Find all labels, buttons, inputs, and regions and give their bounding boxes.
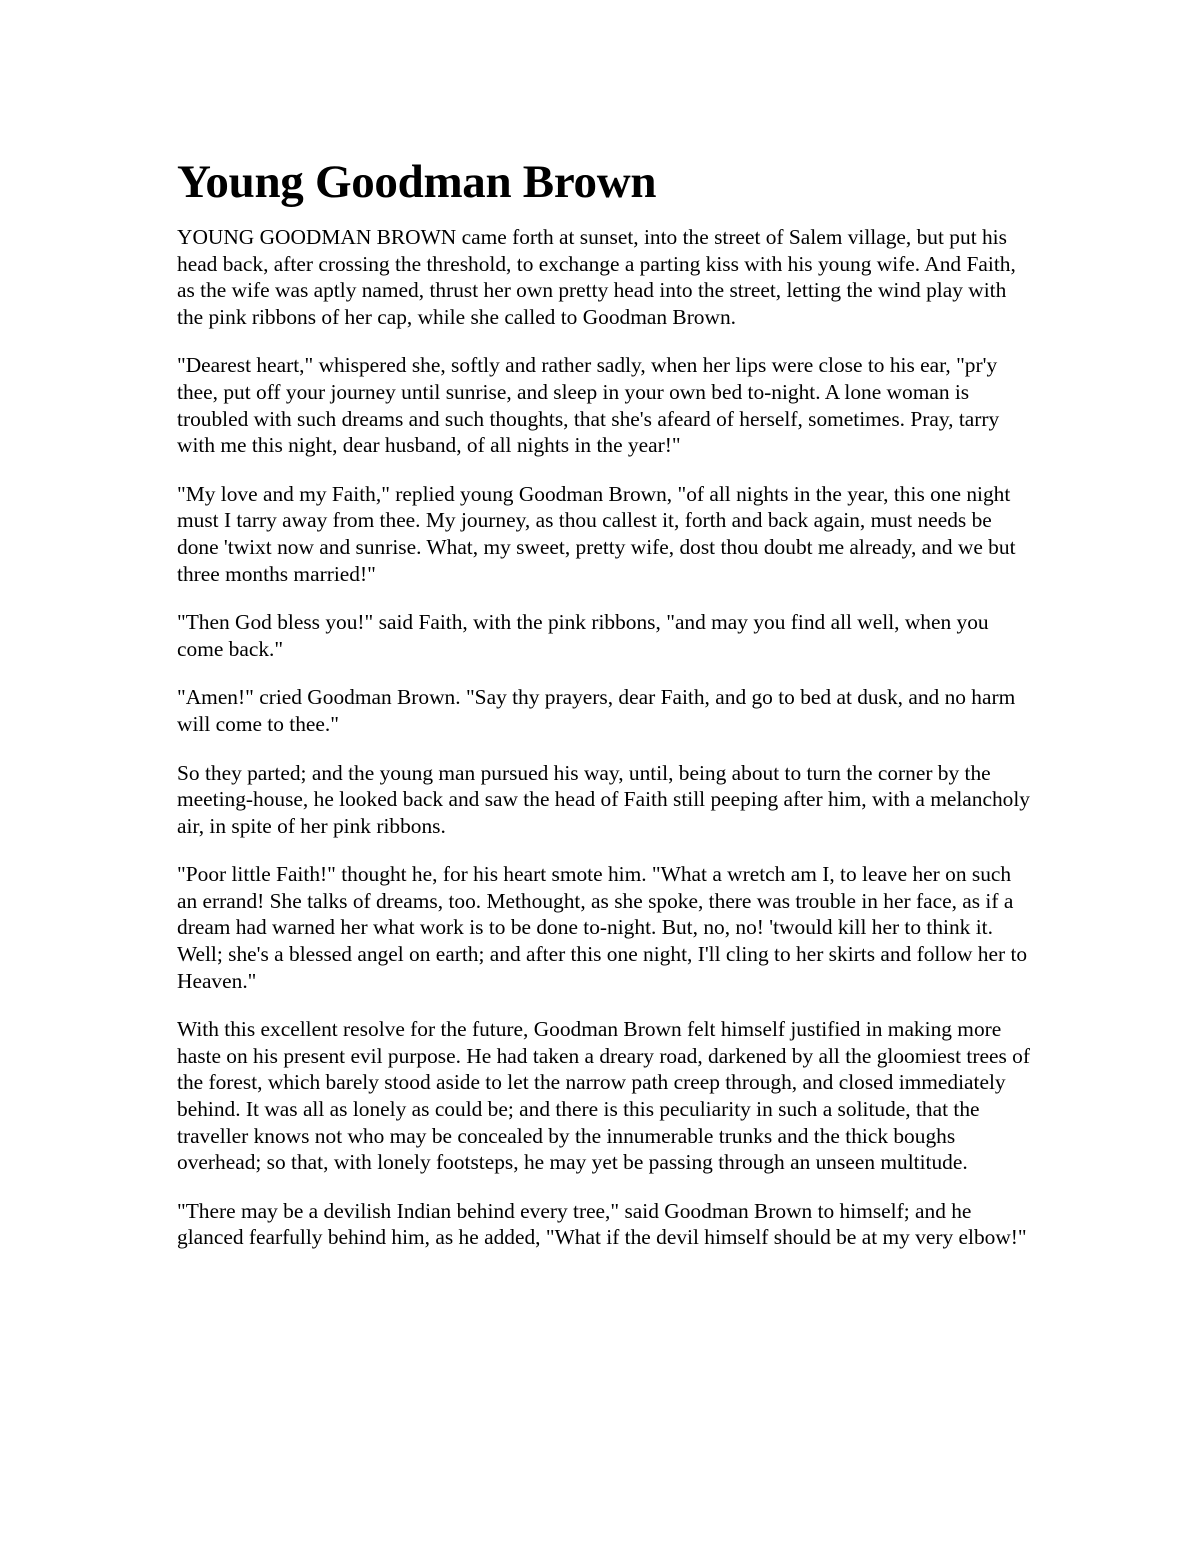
paragraph: YOUNG GOODMAN BROWN came forth at sunset, into the street of Salem village, but put his head back, after crossing the threshold, to exchange a parting kiss with his young wife. And Faith, as the wife was aptly named, thrust her own pretty head into the street, letting the wind play with the pink ribbons of her cap, while she called to Goodman Brown. <box>177 225 1016 329</box>
paragraph: "There may be a devilish Indian behind every tree," said Goodman Brown to himself; and he glanced fearfully behind him, as he added, "What if the devil himself should be at my very elbow!" <box>177 1198 1027 1250</box>
paragraph: "Poor little Faith!" thought he, for his heart smote him. "What a wretch am I, to leave her on such an errand! She talks of dreams, too. Methought, as she spoke, there was trouble in her face, as if a dream had warned her what work is to be done to-night. But, no, no! 'twould kill her to think it. Well; she's a blessed angel on earth; and after this one night, I'll cling to her skirts and follow her to Heaven." <box>177 862 1028 993</box>
document-page <box>177 152 1032 1273</box>
paragraph: "Dearest heart," whispered she, softly and rather sadly, when her lips were close to his ear, "pr'y thee, put off your journey until sunrise, and sleep in your own bed to-night. A lone woman is troubled with such dreams and such thoughts, that she's afeard of herself, sometimes. Pray, tarry with me this night, dear husband, of all nights in the year!" <box>177 353 1000 458</box>
page-title: Young Goodman Brown <box>177 156 657 208</box>
paragraph: So they parted; and the young man pursued his way, until, being about to turn the corner by the meeting-house, he looked back and saw the head of Faith still peeping after him, with a melancholy air, in spite of her pink ribbons. <box>177 760 1031 838</box>
paragraph: "My love and my Faith," replied young Goodman Brown, "of all nights in the year, this one night must I tarry away from thee. My journey, as thou callest it, forth and back again, must needs be done 'twixt now and sunrise. What, my sweet, pretty wife, dost thou doubt me already, and we but three months married!" <box>177 481 1016 586</box>
paragraph: With this excellent resolve for the future, Goodman Brown felt himself justified in making more haste on his present evil purpose. He had taken a dreary road, darkened by all the gloomiest trees of the forest, which barely stood aside to let the narrow path creep through, and closed immediately behind. It was all as lonely as could be; and there is this peculiarity in such a solitude, that the traveller knows not who may be concealed by the innumerable trunks and the thick boughs overhead; so that, with lonely footsteps, he may yet be passing through an unseen multitude. <box>177 1017 1030 1175</box>
paragraph: "Amen!" cried Goodman Brown. "Say thy prayers, dear Faith, and go to bed at dusk, and no harm will come to thee." <box>177 685 1016 736</box>
paragraph: "Then God bless you!" said Faith, with the pink ribbons, "and may you find all well, when you come back." <box>177 610 989 661</box>
